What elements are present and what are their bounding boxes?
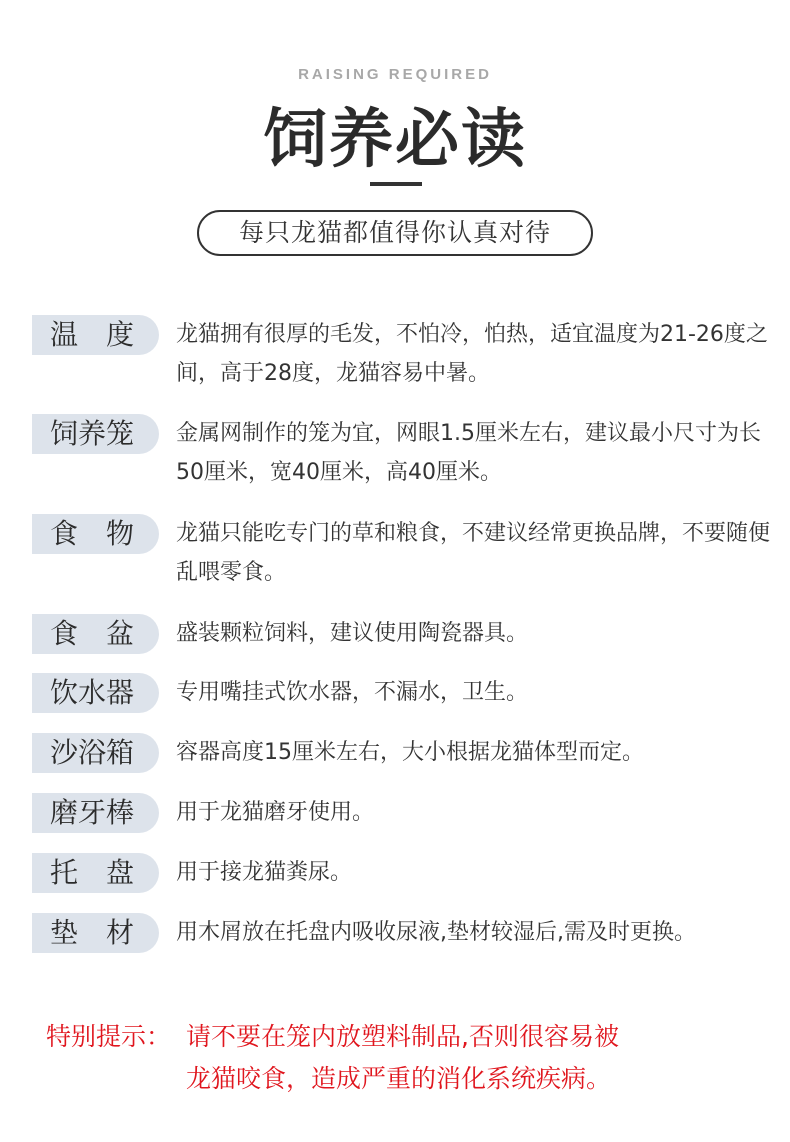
notice-line-2: 龙猫咬食，造成严重的消化系统疾病。 (186, 1064, 612, 1093)
page-title: 饲养必读 (263, 103, 527, 177)
item-label: 饮水器 (32, 673, 159, 713)
item-desc: 龙猫拥有很厚的毛发，不怕冷，怕热，适宜温度为21-26度之间，高于28度，龙猫容易中暑。 (176, 322, 768, 386)
item-label: 饲养笼 (32, 414, 159, 454)
item-label: 食 盆 (32, 614, 159, 654)
item-label: 垫 材 (32, 913, 159, 953)
subtitle-en: RAISING REQUIRED (298, 66, 492, 83)
item-desc: 用于龙猫磨牙使用。 (176, 800, 375, 825)
item-label: 沙浴箱 (32, 733, 159, 773)
item-desc: 金属网制作的笼为宜，网眼1.5厘米左右，建议最小尺寸为长50厘米，宽40厘米，高40厘米。 (176, 421, 761, 485)
item-desc: 用于接龙猫粪尿。 (176, 860, 353, 885)
notice-line-1: 请不要在笼内放塑料制品,否则很容易被 (186, 1022, 619, 1051)
notice-label: 特别提示： (46, 1022, 172, 1051)
item-desc: 龙猫只能吃专门的草和粮食，不建议经常更换品牌，不要随便乱喂零食。 (176, 521, 771, 585)
item-desc: 盛装颗粒饲料，建议使用陶瓷器具。 (176, 621, 529, 646)
item-label: 托 盘 (32, 853, 159, 893)
item-desc: 容器高度15厘米左右，大小根据龙猫体型而定。 (176, 740, 644, 765)
item-label: 食 物 (32, 514, 159, 554)
item-label: 磨牙棒 (32, 793, 159, 833)
item-desc: 专用嘴挂式饮水器，不漏水，卫生。 (176, 680, 529, 705)
tagline-pill: 每只龙猫都值得你认真对待 (197, 210, 593, 256)
item-label: 温 度 (32, 315, 159, 355)
item-desc: 用木屑放在托盘内吸收尿液,垫材较湿后,需及时更换。 (176, 920, 696, 945)
